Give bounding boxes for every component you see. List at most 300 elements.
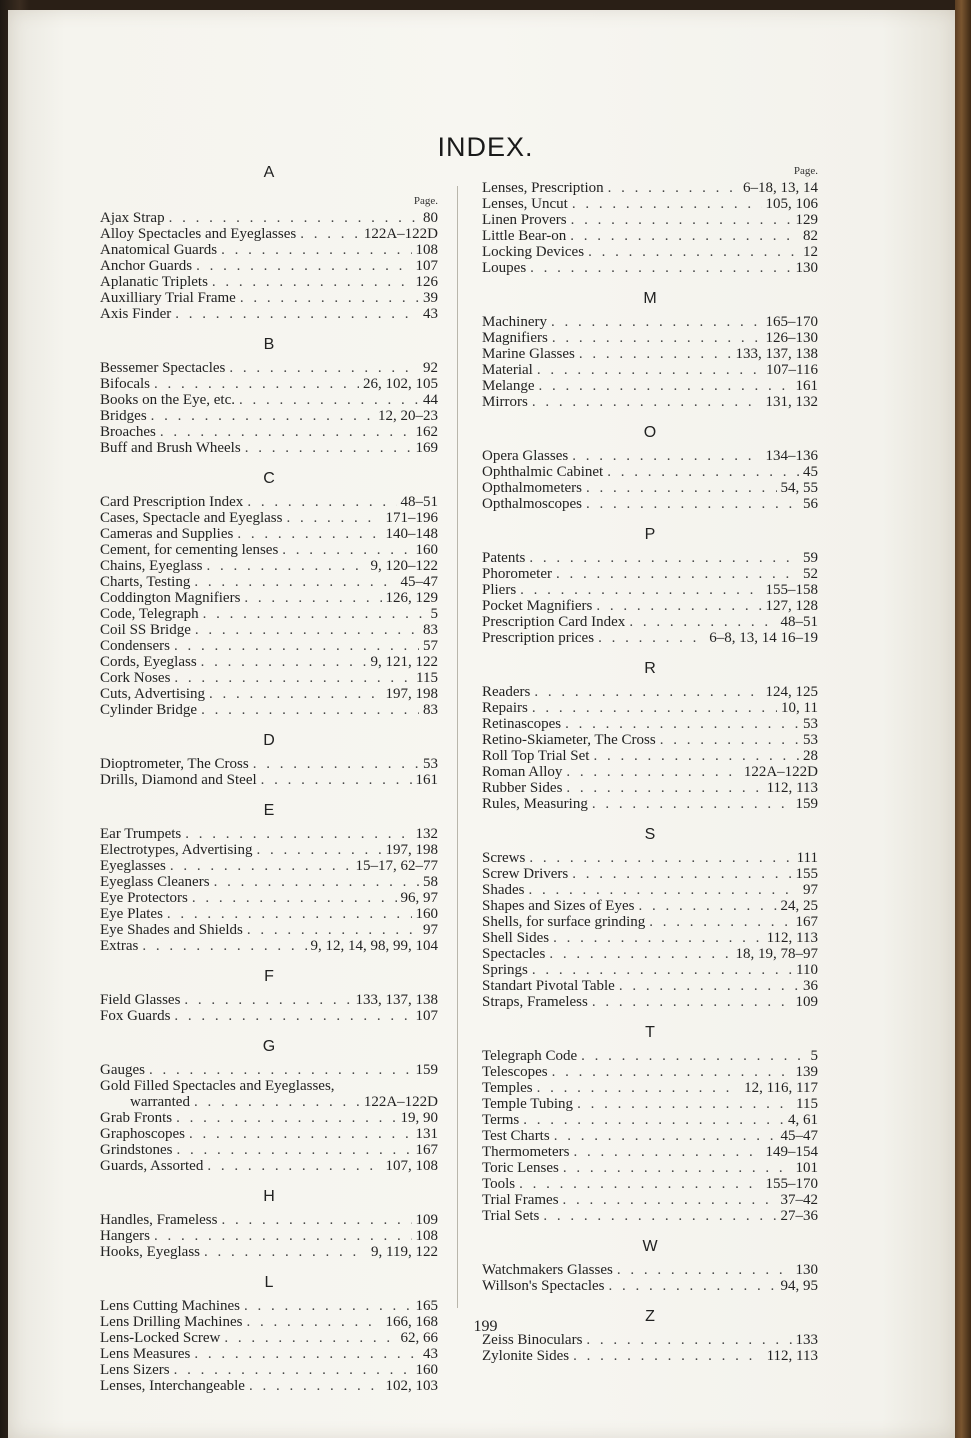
leader-dots (551, 314, 762, 330)
entry-name: Bessemer Spectacles (100, 360, 226, 376)
index-entry (100, 210, 438, 226)
leader-dots (149, 1062, 412, 1078)
section-letter: O (643, 424, 657, 441)
entry-name: Prescription prices (482, 630, 595, 646)
entry-name: Lens Measures (100, 1346, 191, 1362)
leader-dots (184, 992, 351, 1008)
entry-page: 112, 113 (766, 930, 818, 946)
entry-name: Standart Pivotal Table (482, 978, 615, 994)
index-entry (100, 494, 438, 510)
entry-name: Field Glasses (100, 992, 181, 1008)
index-entry (482, 780, 818, 796)
leader-dots (554, 1128, 777, 1144)
entry-name: Graphoscopes (100, 1126, 185, 1142)
index-entry (100, 1244, 438, 1260)
entry-page: 24, 25 (780, 898, 818, 914)
entry-page: 133, 137, 138 (735, 346, 818, 362)
entry-page: 53 (423, 756, 438, 772)
entry-name: Watchmakers Glasses (482, 1262, 613, 1278)
index-entry (100, 226, 438, 242)
entry-page: 112, 113 (766, 780, 818, 796)
entry-name: Ophthalmic Cabinet (482, 464, 604, 480)
index-entry (482, 1096, 818, 1112)
entry-name: Cuts, Advertising (100, 686, 206, 702)
entry-page: 96, 97 (400, 890, 438, 906)
entry-page: 107 (415, 258, 438, 274)
entry-name: Extras (100, 938, 139, 954)
entry-name: Spectacles (482, 946, 546, 962)
entry-name: Eye Plates (100, 906, 163, 922)
entry-name: Broaches (100, 424, 156, 440)
entry-page: 12, 20–23 (378, 408, 438, 424)
index-entry (100, 756, 438, 772)
entry-name: Thermometers (482, 1144, 570, 1160)
index-entry (100, 670, 438, 686)
page-number: 199 (473, 1318, 498, 1335)
entry-name: Temples (482, 1080, 533, 1096)
column-divider (457, 186, 458, 1308)
entry-name: Buff and Brush Wheels (100, 440, 241, 456)
leader-dots (221, 242, 411, 258)
entry-page: 83 (423, 622, 438, 638)
index-entry (100, 826, 438, 842)
index-entry (482, 1048, 818, 1064)
section-letter: W (642, 1238, 658, 1255)
index-entry (100, 1142, 438, 1158)
index-entry (100, 242, 438, 258)
entry-page: 26, 102, 105 (363, 376, 438, 392)
index-entry (100, 874, 438, 890)
entry-page: 110 (796, 962, 818, 978)
entry-name: Shapes and Sizes of Eyes (482, 898, 635, 914)
leader-dots (204, 1244, 367, 1260)
leader-dots (566, 780, 762, 796)
index-entry (482, 1192, 818, 1208)
entry-page: 43 (423, 1346, 438, 1362)
index-entry (482, 550, 818, 566)
entry-page: 39 (423, 290, 438, 306)
leader-dots (532, 394, 762, 410)
leader-dots (249, 1378, 382, 1394)
index-entry (482, 978, 818, 994)
leader-dots (194, 1094, 360, 1110)
entry-page: 155 (795, 866, 818, 882)
leader-dots (201, 654, 367, 670)
entry-page: 133 (795, 1332, 818, 1348)
index-entry (100, 306, 438, 322)
entry-page: 80 (423, 210, 438, 226)
entry-page: 58 (423, 874, 438, 890)
leader-dots (596, 598, 761, 614)
index-entry (482, 314, 818, 330)
entry-page: 129 (795, 212, 818, 228)
index-entry (100, 858, 438, 874)
entry-name: Coddington Magnifiers (100, 590, 241, 606)
index-entry (482, 994, 818, 1010)
index-entry (100, 510, 438, 526)
entry-name: Shells, for surface grinding (482, 914, 646, 930)
entry-page: 107–116 (766, 362, 818, 378)
leader-dots (538, 378, 791, 394)
index-entry (482, 212, 818, 228)
leader-dots (244, 1298, 412, 1314)
entry-page: 19, 90 (400, 1110, 438, 1126)
leader-dots (300, 226, 360, 242)
entry-page: 155–158 (765, 582, 818, 598)
leader-dots (619, 978, 799, 994)
leader-dots (608, 180, 739, 196)
leader-dots (573, 1348, 763, 1364)
entry-name: Zylonite Sides (482, 1348, 570, 1364)
leader-dots (194, 1346, 419, 1362)
entry-name: Magnifiers (482, 330, 548, 346)
leader-dots (543, 1208, 776, 1224)
entry-page: 140–148 (385, 526, 438, 542)
entry-name: Auxilliary Trial Frame (100, 290, 236, 306)
entry-name: Grab Fronts (100, 1110, 173, 1126)
leader-dots (245, 440, 412, 456)
index-entry (100, 408, 438, 424)
entry-name: Locking Devices (482, 244, 585, 260)
leader-dots (240, 290, 419, 306)
entry-name: warranted (130, 1094, 190, 1110)
entry-page: 167 (415, 1142, 438, 1158)
leader-dots (537, 362, 762, 378)
entry-page: 171–196 (385, 510, 438, 526)
leader-dots (532, 962, 792, 978)
book-spine (955, 0, 971, 1438)
leader-dots (523, 1112, 784, 1128)
entry-page: 130 (795, 260, 818, 276)
leader-dots (565, 716, 799, 732)
leader-dots (607, 464, 799, 480)
index-column-left (100, 162, 438, 1394)
entry-page: 12 (803, 244, 818, 260)
section-letter: M (643, 290, 657, 307)
entry-page: 167 (795, 914, 818, 930)
entry-name: Lens Cutting Machines (100, 1298, 240, 1314)
entry-name: Telescopes (482, 1064, 548, 1080)
index-entry (482, 464, 818, 480)
entry-page: 54, 55 (780, 480, 818, 496)
index-entry (100, 1228, 438, 1244)
index-entry (100, 938, 438, 954)
index-entry (482, 1112, 818, 1128)
index-entry (482, 684, 818, 700)
section-letter: S (644, 826, 656, 843)
leader-dots (553, 930, 763, 946)
entry-page: 82 (803, 228, 818, 244)
entry-page: 94, 95 (780, 1278, 818, 1294)
entry-page: 45–47 (400, 574, 438, 590)
entry-page: 122A–122D (743, 764, 818, 780)
entry-page: 134–136 (765, 448, 818, 464)
leader-dots (194, 574, 396, 590)
entry-page: 161 (415, 772, 438, 788)
leader-dots (520, 582, 761, 598)
leader-dots (629, 614, 776, 630)
index-entry (100, 654, 438, 670)
entry-name: Chains, Eyeglass (100, 558, 203, 574)
entry-name: Bifocals (100, 376, 150, 392)
entry-name: Dioptrometer, The Cross (100, 756, 249, 772)
entry-name: Gold Filled Spectacles and Eyeglasses, (100, 1078, 335, 1094)
index-entry (100, 1298, 438, 1314)
entry-page: 15–17, 62–77 (355, 858, 438, 874)
leader-dots (174, 670, 412, 686)
leader-dots (573, 1144, 761, 1160)
leader-dots (598, 630, 705, 646)
leader-dots (556, 566, 799, 582)
entry-name: Axis Finder (100, 306, 172, 322)
entry-page: 115 (796, 1096, 818, 1112)
entry-name: Loupes (482, 260, 527, 276)
entry-name: Lens-Locked Screw (100, 1330, 221, 1346)
index-entry (482, 448, 818, 464)
entry-page: 132 (415, 826, 438, 842)
entry-page: 97 (803, 882, 818, 898)
entry-name: Tools (482, 1176, 516, 1192)
leader-dots (529, 850, 792, 866)
entry-page: 108 (415, 242, 438, 258)
entry-name: Trial Frames (482, 1192, 559, 1208)
entry-page: 130 (795, 1262, 818, 1278)
entry-name: Retinascopes (482, 716, 562, 732)
leader-dots (176, 1110, 396, 1126)
entry-page: 111 (796, 850, 818, 866)
leader-dots (581, 1048, 806, 1064)
entry-name: Rules, Measuring (482, 796, 588, 812)
index-entry (100, 1212, 438, 1228)
entry-name: Cameras and Supplies (100, 526, 234, 542)
index-entry (482, 630, 818, 646)
entry-page: 165 (415, 1298, 438, 1314)
leader-dots (609, 1278, 777, 1294)
entry-page: 107 (415, 1008, 438, 1024)
leader-dots (519, 1176, 761, 1192)
index-entry (482, 346, 818, 362)
page-column-header: Page. (413, 195, 438, 207)
leader-dots (192, 890, 397, 906)
entry-page: 122A–122D (363, 226, 438, 242)
entry-page: 53 (803, 716, 818, 732)
entry-name: Cords, Eyeglass (100, 654, 197, 670)
entry-page: 12, 116, 117 (744, 1080, 818, 1096)
index-entry (100, 360, 438, 376)
leader-dots (282, 542, 411, 558)
leader-dots (174, 1362, 412, 1378)
entry-name: Material (482, 362, 533, 378)
index-entry (100, 1346, 438, 1362)
leader-dots (588, 244, 799, 260)
index-entry (482, 716, 818, 732)
entry-page: 83 (423, 702, 438, 718)
leader-dots (586, 496, 799, 512)
leader-dots (207, 1158, 381, 1174)
leader-dots (167, 906, 412, 922)
leader-dots (552, 330, 762, 346)
index-entry (482, 946, 818, 962)
leader-dots (592, 796, 792, 812)
entry-page: 160 (415, 542, 438, 558)
index-entry (482, 228, 818, 244)
entry-name: Eye Shades and Shields (100, 922, 243, 938)
index-entry (482, 480, 818, 496)
entry-page: 131 (415, 1126, 438, 1142)
entry-page: 160 (415, 906, 438, 922)
index-entry (100, 1126, 438, 1142)
leader-dots (154, 1228, 412, 1244)
index-entry (100, 992, 438, 1008)
leader-dots (534, 684, 761, 700)
leader-dots (579, 346, 732, 362)
entry-page: 57 (423, 638, 438, 654)
entry-page: 149–154 (765, 1144, 818, 1160)
entry-page: 107, 108 (385, 1158, 438, 1174)
entry-page: 133, 137, 138 (355, 992, 438, 1008)
index-entry (100, 1094, 438, 1110)
entry-name: Opthalmometers (482, 480, 582, 496)
index-entry (482, 1208, 818, 1224)
index-entry (100, 258, 438, 274)
entry-page: 9, 120–122 (370, 558, 438, 574)
leader-dots (175, 306, 419, 322)
entry-name: Eyeglass Cleaners (100, 874, 210, 890)
entry-name: Little Bear-on (482, 228, 567, 244)
entry-page: 124, 125 (765, 684, 818, 700)
leader-dots (212, 274, 412, 290)
index-entry (482, 1278, 818, 1294)
leader-dots (253, 756, 419, 772)
section-letter: Z (645, 1308, 655, 1325)
section-letter: P (644, 526, 656, 543)
index-entry (100, 290, 438, 306)
entry-page: 166, 168 (385, 1314, 438, 1330)
entry-page: 6–18, 13, 14 (743, 180, 818, 196)
leader-dots (169, 210, 419, 226)
index-entry (482, 1144, 818, 1160)
index-entry (100, 574, 438, 590)
section-letter: G (262, 1038, 276, 1055)
entry-page: 18, 19, 78–97 (735, 946, 818, 962)
index-entry (100, 392, 438, 408)
entry-name: Linen Provers (482, 212, 567, 228)
entry-name: Melange (482, 378, 535, 394)
entry-name: Books on the Eye, etc. (100, 392, 235, 408)
index-entry (482, 898, 818, 914)
leader-dots (201, 702, 419, 718)
index-entry (100, 906, 438, 922)
entry-page: 56 (803, 496, 818, 512)
entry-page: 109 (795, 994, 818, 1010)
index-entry (482, 748, 818, 764)
leader-dots (549, 946, 731, 962)
entry-name: Eyeglasses (100, 858, 166, 874)
entry-name: Charts, Testing (100, 574, 191, 590)
entry-page: 5 (430, 606, 438, 622)
entry-page: 62, 66 (400, 1330, 438, 1346)
leader-dots (244, 590, 381, 606)
index-entry (100, 440, 438, 456)
section-letter: D (263, 732, 275, 749)
entry-name: Patents (482, 550, 526, 566)
entry-page: 44 (423, 392, 438, 408)
leader-dots (537, 1080, 741, 1096)
entry-name: Temple Tubing (482, 1096, 574, 1112)
entry-page: 45 (803, 464, 818, 480)
index-entry (482, 378, 818, 394)
index-entry (100, 558, 438, 574)
index-entry (100, 606, 438, 622)
index-entry (482, 882, 818, 898)
index-entry (482, 582, 818, 598)
entry-page: 122A–122D (363, 1094, 438, 1110)
leader-dots (572, 448, 761, 464)
index-entry (100, 842, 438, 858)
index-entry (482, 566, 818, 582)
entry-name: Lens Drilling Machines (100, 1314, 243, 1330)
entry-name: Cases, Spectacle and Eyeglass (100, 510, 283, 526)
index-entry (482, 598, 818, 614)
index-entry (482, 1064, 818, 1080)
index-entry (482, 866, 818, 882)
leader-dots (195, 622, 419, 638)
entry-page: 126–130 (765, 330, 818, 346)
entry-page: 27–36 (780, 1208, 818, 1224)
entry-name: Willson's Spectacles (482, 1278, 605, 1294)
leader-dots (532, 700, 777, 716)
entry-page: 52 (803, 566, 818, 582)
index-entry (482, 1176, 818, 1192)
index-entry (482, 796, 818, 812)
leader-dots (247, 494, 396, 510)
entry-name: Handles, Frameless (100, 1212, 218, 1228)
entry-name: Hooks, Eyeglass (100, 1244, 200, 1260)
leader-dots (566, 764, 739, 780)
entry-page: 36 (803, 978, 818, 994)
leader-dots (214, 874, 419, 890)
entry-name: Terms (482, 1112, 520, 1128)
section-letter: B (263, 336, 275, 353)
leader-dots (660, 732, 799, 748)
page-column-header: Page. (793, 165, 818, 177)
index-entry (482, 850, 818, 866)
entry-page: 126, 129 (385, 590, 438, 606)
entry-page: 127, 128 (765, 598, 818, 614)
entry-name: Alloy Spectacles and Eyeglasses (100, 226, 297, 242)
entry-page: 105, 106 (765, 196, 818, 212)
entry-name: Shades (482, 882, 525, 898)
index-entry (100, 590, 438, 606)
entry-name: Toric Lenses (482, 1160, 559, 1176)
leader-dots (571, 212, 792, 228)
index-entry (482, 962, 818, 978)
entry-page: 9, 121, 122 (370, 654, 438, 670)
entry-name: Hangers (100, 1228, 150, 1244)
index-entry (100, 1362, 438, 1378)
section-letter: C (263, 470, 275, 487)
index-entry (100, 1158, 438, 1174)
index-entry (100, 542, 438, 558)
entry-name: Lenses, Interchangeable (100, 1378, 245, 1394)
leader-dots (196, 258, 411, 274)
entry-name: Mirrors (482, 394, 528, 410)
leader-dots (577, 1096, 792, 1112)
entry-name: Lenses, Uncut (482, 196, 568, 212)
entry-name: Roll Top Trial Set (482, 748, 590, 764)
index-entry (482, 914, 818, 930)
section-letter: H (263, 1188, 275, 1205)
